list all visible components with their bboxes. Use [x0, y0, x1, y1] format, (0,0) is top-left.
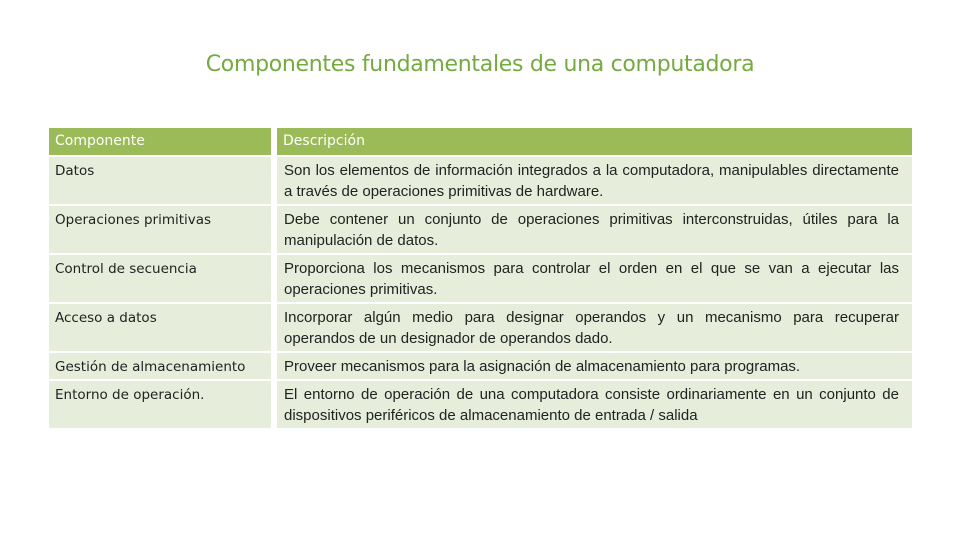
cell-componente — [49, 156, 271, 205]
cell-componente — [49, 303, 271, 352]
header-descripcion-label: Descripción — [283, 133, 365, 149]
descripcion-text: Debe contener un conjunto de operaciones primitivas interconstruidas, útiles para la manipulación de datos. — [284, 211, 899, 249]
table-row — [49, 303, 912, 352]
cell-descripcion — [277, 352, 912, 380]
componente-label: Entorno de operación. — [55, 387, 205, 403]
table-row — [49, 352, 912, 380]
cell-descripcion — [277, 380, 912, 429]
componente-label: Operaciones primitivas — [55, 212, 212, 228]
table-row — [49, 156, 912, 205]
cell-descripcion — [277, 205, 912, 254]
cell-descripcion — [277, 303, 912, 352]
header-componente-label: Componente — [55, 133, 145, 149]
cell-descripcion — [277, 156, 912, 205]
componente-label: Control de secuencia — [55, 261, 197, 277]
descripcion-text: Proporciona los mecanismos para controlar el orden en el que se van a ejecutar las operaciones primitivas. — [284, 260, 899, 298]
cell-descripcion — [277, 254, 912, 303]
table-header-row — [49, 127, 912, 156]
header-componente — [49, 127, 271, 156]
cell-componente — [49, 352, 271, 380]
descripcion-text: Proveer mecanismos para la asignación de almacenamiento para programas. — [284, 358, 801, 375]
cell-componente — [49, 205, 271, 254]
cell-componente — [49, 254, 271, 303]
componente-label: Acceso a datos — [55, 310, 157, 326]
descripcion-text: El entorno de operación de una computadora consiste ordinariamente en un conjunto de dispositivos periféricos de almacenamiento de entrada / salida — [284, 386, 899, 424]
descripcion-text: Son los elementos de información integrados a la computadora, manipulables directamente a través de operaciones primitivas de hardware. — [284, 162, 899, 200]
cell-componente — [49, 380, 271, 429]
descripcion-text: Incorporar algún medio para designar operandos y un mecanismo para recuperar operandos de un designador de operandos dado. — [284, 309, 899, 347]
componente-label: Gestión de almacenamiento — [55, 359, 246, 375]
componente-label: Datos — [55, 163, 95, 179]
page-title: Componentes fundamentales de una computadora — [205, 52, 755, 77]
components-table — [49, 126, 912, 430]
header-descripcion — [277, 127, 912, 156]
table-row — [49, 254, 912, 303]
table-row — [49, 205, 912, 254]
table-row — [49, 380, 912, 429]
